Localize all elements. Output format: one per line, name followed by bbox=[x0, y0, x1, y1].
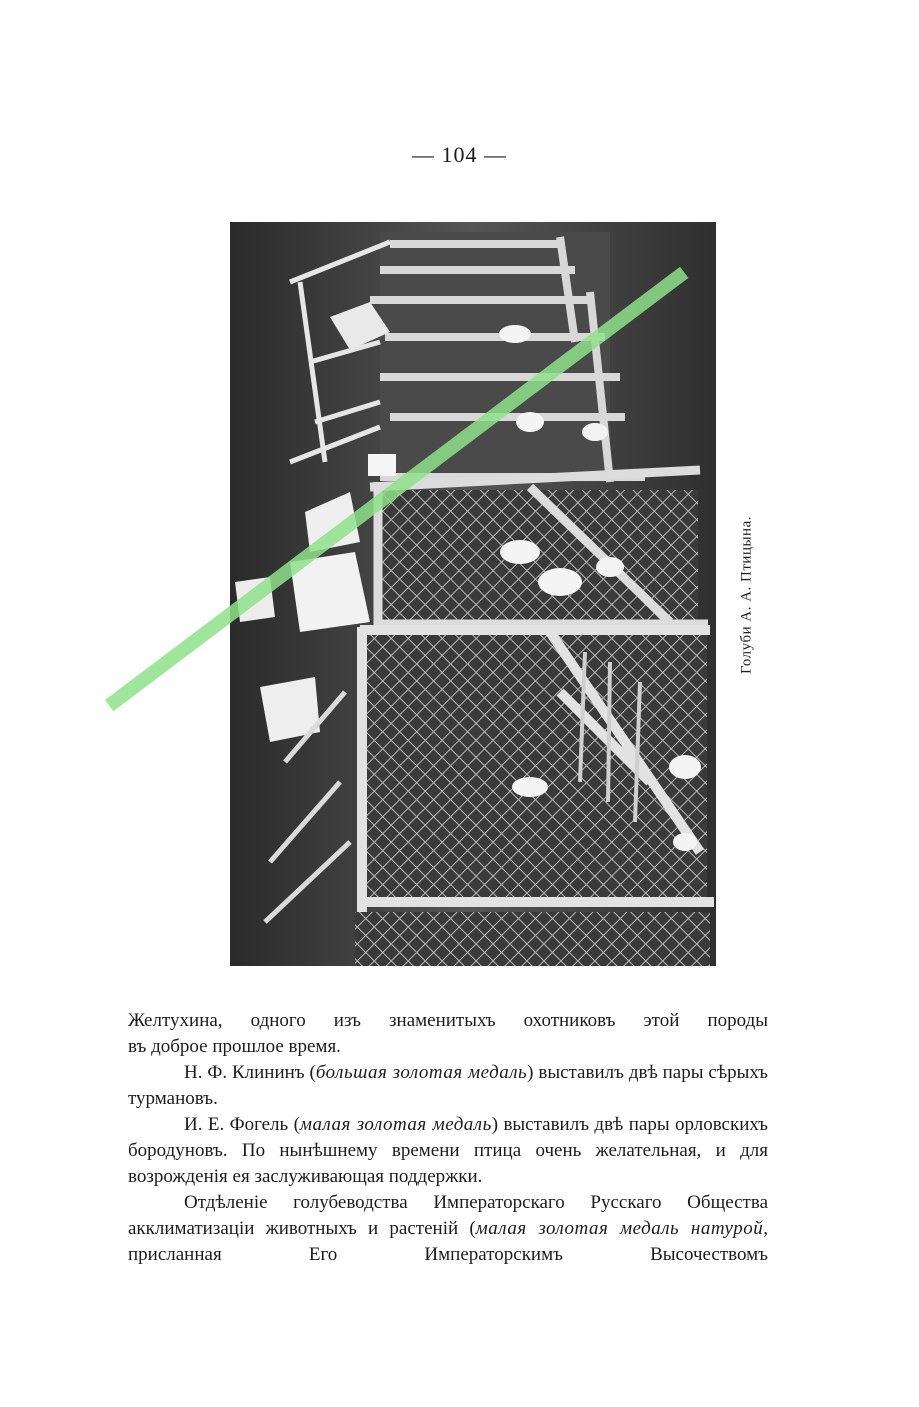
photo-caption: Голуби А. А. Птицына. bbox=[738, 516, 755, 674]
paragraph-society: Отдѣленіе голубеводства Императорскаго Русскаго Общества акклиматизаціи животныхъ и растеній (малая золотая медаль натурой, присланная Его Императорскимъ Высочествомъ bbox=[128, 1192, 768, 1265]
text-line: въ доброе прошлое время. bbox=[128, 1036, 341, 1057]
text-line: Желтухина, одного изъ знаменитыхъ охотниковъ этой породы bbox=[128, 1010, 768, 1031]
photo-icon bbox=[230, 222, 716, 966]
page-number: — 104 — bbox=[412, 142, 507, 167]
paragraph-fogel: И. Е. Фогель (малая золотая медаль) выставилъ двѣ пары орловскихъ бородуновъ. По нынѣшнему времени птица очень желательная, и для возрожденія ея заслуживающая поддержки. bbox=[128, 1114, 768, 1187]
pigeon-cages-photo bbox=[230, 222, 716, 966]
paragraph-klinin: Н. Ф. Клининъ (большая золотая медаль) выставилъ двѣ пары сѣрыхъ турмановъ. bbox=[128, 1062, 768, 1109]
body-text bbox=[128, 1008, 768, 1268]
